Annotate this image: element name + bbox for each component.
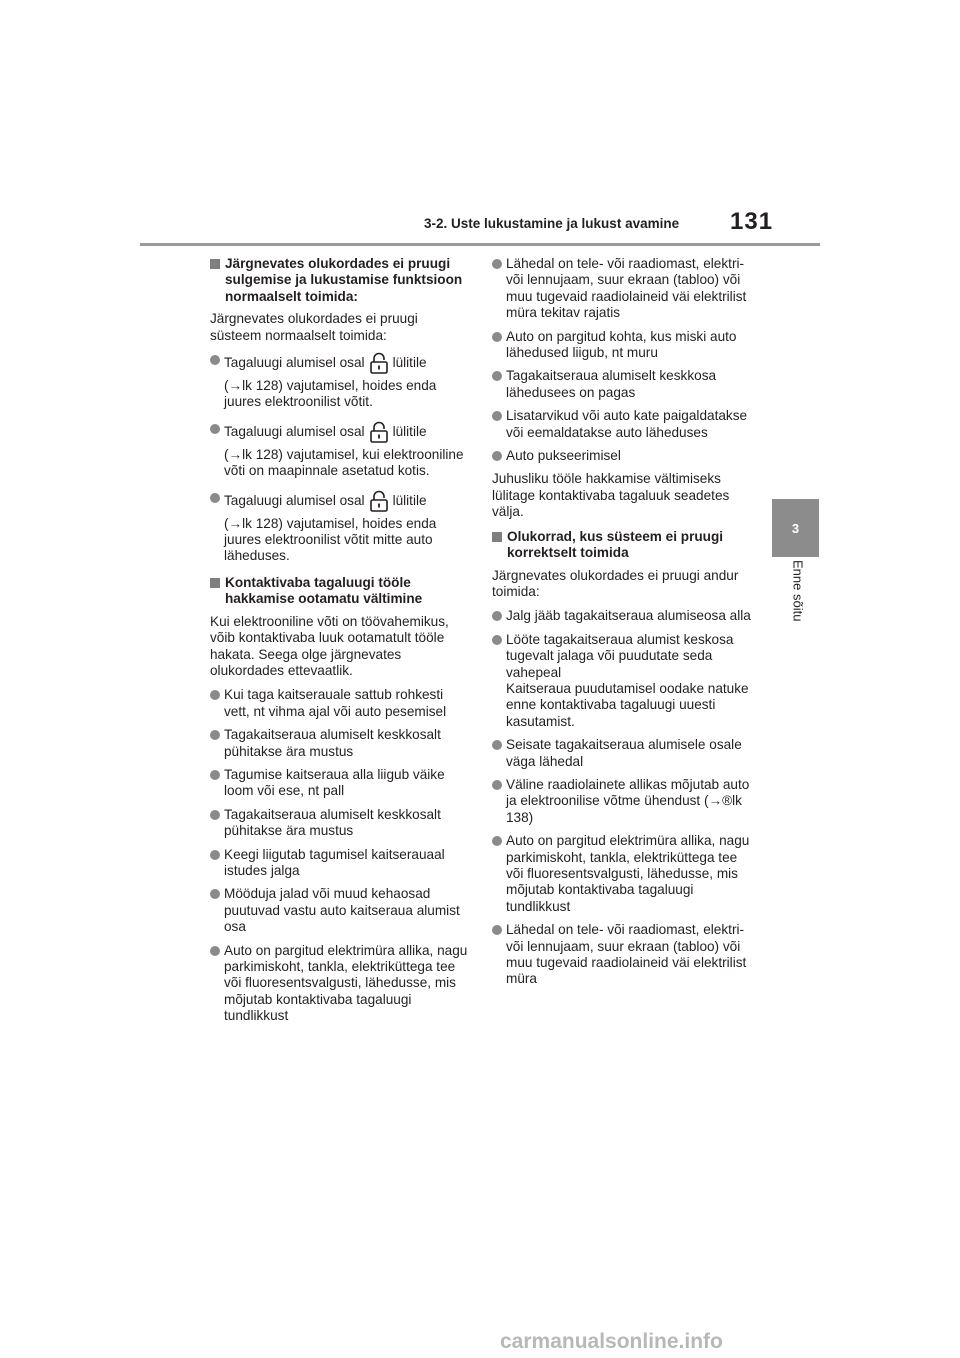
list-item: Lähedal on tele- või raadiomast, elektri- või lennujaam, suur ekraan (tabloo) või muu tugevaid raadiolaineid väi elektrilist müra tekitav rajatis — [492, 256, 754, 322]
lock-icon — [369, 421, 389, 443]
paragraph: Järgnevates olukordades ei pruugi süsteem normaalselt toimida: — [210, 311, 418, 343]
list-item: Tagaluugi alumisel osal lülitile (→lk 128) vajutamisel, hoides enda juures elektroonilist võtit mitte auto läheduses. — [210, 490, 468, 565]
list-item: Tagakaitseraua alumiselt keskkosalt pühitakse ära mustus — [210, 727, 468, 760]
page-number: 131 — [730, 208, 774, 235]
paragraph: Kui elektrooniline võti on töövahemikus, võib kontaktivaba luuk ootamatult tööle hakata. Seega olge järgnevates olukordades ettevaatlik. — [210, 613, 449, 678]
paragraph: Juhusliku tööle hakkamise vältimiseks lülitage kontaktivaba tagaluuk seadetes välja. — [492, 471, 730, 520]
square-icon — [210, 259, 220, 269]
list-item: Mööduja jalad või muud kehaosad puutuvad vastu auto kaitseraua alumist osa — [210, 886, 468, 935]
bullet-dot-icon — [492, 411, 502, 421]
lock-icon — [369, 352, 389, 374]
bullet-dot-icon — [492, 635, 502, 645]
list-item: Seisate tagakaitseraua alumisele osale väga lähedal — [492, 737, 754, 770]
bullet-dot-icon — [210, 770, 220, 780]
bullet-dot-icon — [210, 946, 220, 956]
bullet-dot-icon — [492, 332, 502, 342]
bullet-dot-icon — [210, 730, 220, 740]
paragraph: Järgnevates olukordades ei pruugi andur toimida: — [492, 567, 739, 599]
bullet-dot-icon — [492, 836, 502, 846]
right-column — [492, 256, 754, 995]
chapter-label: Enne sõitu — [790, 560, 806, 622]
list-item: Tagakaitseraua alumiselt keskkosalt pühitakse ära mustus — [210, 807, 468, 840]
section-heading: Olukorrad, kus süsteem ei pruugi korrektselt toimida — [492, 529, 754, 562]
list-item: Lähedal on tele- või raadiomast, elektri- või lennujaam, suur ekraan (tabloo) või muu tugevaid raadiolaineid väi elektrilist müra — [492, 922, 754, 988]
list-item: Lööte tagakaitseraua alumist keskosa tugevalt jalaga või puudutate seda vahepeal Kaitseraua puudutamisel oodake natuke enne kontaktivaba tagaluugi uuesti kasutamist. — [492, 632, 754, 730]
list-item: Tagaluugi alumisel osal lülitile (→lk 128) vajutamisel, hoides enda juures elektroonilist võtit. — [210, 352, 468, 411]
list-item: Auto on pargitud kohta, kus miski auto lähedused liigub, nt muru — [492, 329, 754, 362]
bullet-dot-icon — [210, 690, 220, 700]
list-item: Tagakaitseraua alumiselt keskkosa lähedusees on pagas — [492, 368, 754, 401]
bullet-dot-icon — [492, 371, 502, 381]
bullet-dot-icon — [492, 925, 502, 935]
bullet-dot-icon — [210, 355, 220, 365]
left-column — [210, 256, 468, 1032]
chapter-tab — [772, 499, 819, 557]
lock-icon — [369, 490, 389, 512]
square-icon — [492, 532, 502, 542]
bullet-dot-icon — [492, 780, 502, 790]
list-item: Keegi liigutab tagumisel kaitserauaal istudes jalga — [210, 847, 468, 880]
bullet-dot-icon — [210, 424, 220, 434]
bullet-dot-icon — [492, 611, 502, 621]
list-item: Lisatarvikud või auto kate paigaldatakse või eemaldatakse auto läheduses — [492, 408, 754, 441]
bullet-dot-icon — [492, 451, 502, 461]
bullet-dot-icon — [492, 740, 502, 750]
bullet-dot-icon — [210, 810, 220, 820]
watermark: carmanualsonline.info — [500, 1330, 723, 1353]
list-item: Väline raadiolainete allikas mõjutab auto ja elektroonilise võtme ühendust (→®lk 138) — [492, 777, 754, 826]
square-icon — [210, 578, 220, 588]
section-heading: Järgnevates olukordades ei pruugi sulgemise ja lukustamise funktsioon normaalselt toimida: — [210, 256, 468, 305]
list-item: Tagaluugi alumisel osal lülitile (→lk 128) vajutamisel, kui elektrooniline võti on maapinnale asetatud kotis. — [210, 421, 468, 480]
section-heading: Kontaktivaba tagaluugi tööle hakkamise ootamatu vältimine — [210, 575, 468, 608]
bullet-dot-icon — [210, 850, 220, 860]
header-rule — [140, 243, 820, 246]
list-item: Auto pukseerimisel — [492, 448, 754, 464]
list-item: Tagumise kaitseraua alla liigub väike loom või ese, nt pall — [210, 767, 468, 800]
list-item: Auto on pargitud elektrimüra allika, nagu parkimiskoht, tankla, elektriküttega tee või fluoresentsvalgusti, lähedusse, mis mõjutab kontaktivaba tagaluugi tundlikkust — [210, 943, 468, 1025]
bullet-dot-icon — [210, 889, 220, 899]
bullet-dot-icon — [492, 259, 502, 269]
list-item: Jalg jääb tagakaitseraua alumiseosa alla — [492, 608, 754, 624]
list-item: Auto on pargitud elektrimüra allika, nagu parkimiskoht, tankla, elektriküttega tee või fluoresentsvalgusti, lähedusse, mis mõjutab kontaktivaba tagaluugi tundlikkust — [492, 833, 754, 915]
list-item: Kui taga kaitserauale sattub rohkesti vett, nt vihma ajal või auto pesemisel — [210, 687, 468, 720]
bullet-dot-icon — [210, 493, 220, 503]
chapter-number: 3 — [791, 520, 800, 536]
header-title: 3-2. Uste lukustamine ja lukust avamine — [424, 216, 680, 231]
